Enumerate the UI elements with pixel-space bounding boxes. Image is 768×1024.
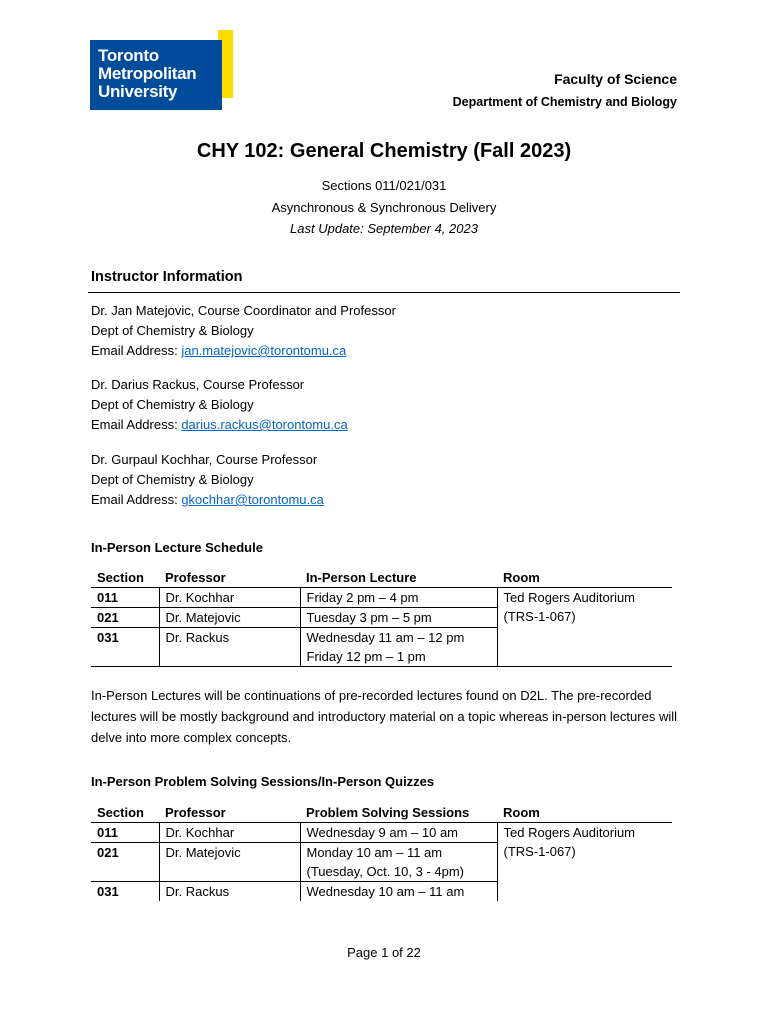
section-cell: 031 bbox=[97, 884, 119, 899]
email-link[interactable]: gkochhar@torontomu.ca bbox=[181, 492, 324, 507]
professor-cell: Dr. Matejovic bbox=[159, 608, 300, 628]
instructor-name: Dr. Gurpaul Kochhar, Course Professor bbox=[91, 452, 318, 467]
time-line: Monday 10 am – 11 am bbox=[306, 845, 443, 860]
page-title: CHY 102: General Chemistry (Fall 2023) bbox=[196, 140, 572, 162]
logo-text bbox=[98, 47, 196, 101]
instructor-name: Dr. Darius Rackus, Course Professor bbox=[91, 377, 305, 392]
section-cell: 011 bbox=[91, 823, 159, 843]
column-header: In-Person Lecture bbox=[300, 567, 497, 588]
faculty-name: Faculty of Science bbox=[554, 71, 677, 87]
email-link[interactable]: darius.rackus@torontomu.ca bbox=[181, 417, 348, 432]
column-header: Section bbox=[91, 567, 159, 588]
logo-line-3: University bbox=[98, 82, 178, 101]
time-cell bbox=[300, 823, 497, 843]
problem-sessions-table bbox=[91, 802, 672, 901]
time-cell bbox=[300, 608, 497, 628]
room-cell bbox=[497, 823, 672, 902]
professor-cell: Dr. Kochhar bbox=[159, 588, 300, 608]
table-row bbox=[91, 823, 672, 843]
table-row bbox=[91, 588, 672, 608]
professor-cell: Dr. Rackus bbox=[159, 628, 300, 667]
problem-sessions-heading: In-Person Problem Solving Sessions/In-Person Quizzes bbox=[91, 774, 435, 789]
email-link[interactable]: jan.matejovic@torontomu.ca bbox=[181, 343, 347, 358]
instructor-email-row bbox=[91, 415, 348, 435]
delivery-line: Asynchronous & Synchronous Delivery bbox=[271, 200, 497, 215]
column-header: Room bbox=[497, 567, 672, 588]
time-line: Friday 2 pm – 4 pm bbox=[306, 590, 419, 605]
section-cell: 011 bbox=[91, 588, 159, 608]
email-label: Email Address: bbox=[91, 492, 182, 507]
time-cell bbox=[300, 882, 497, 902]
column-header: Professor bbox=[159, 567, 300, 588]
time-cell bbox=[300, 588, 497, 608]
logo-line-1: Toronto bbox=[98, 46, 159, 65]
instructor-heading: Instructor Information bbox=[91, 269, 243, 285]
column-header: Professor bbox=[159, 802, 300, 823]
time-line: Wednesday 10 am – 11 am bbox=[306, 884, 465, 899]
sections-line: Sections 011/021/031 bbox=[321, 178, 447, 193]
last-update-line: Last Update: September 4, 2023 bbox=[290, 221, 478, 236]
lecture-schedule-heading: In-Person Lecture Schedule bbox=[91, 540, 263, 555]
logo-line-2: Metropolitan bbox=[98, 64, 197, 83]
professor-cell: Dr. Matejovic bbox=[159, 843, 300, 882]
instructor-email-row bbox=[91, 490, 324, 510]
instructor-block bbox=[91, 375, 348, 435]
time-line: (Tuesday, Oct. 10, 3 - 4pm) bbox=[306, 864, 464, 879]
instructor-block bbox=[91, 301, 396, 361]
instructor-block bbox=[91, 450, 324, 510]
page-number: Page 1 of 22 bbox=[347, 945, 421, 960]
instructor-email-row bbox=[91, 341, 396, 361]
heading-divider bbox=[88, 292, 680, 293]
column-header: Room bbox=[497, 802, 672, 823]
instructor-dept: Dept of Chemistry & Biology bbox=[91, 323, 254, 338]
time-cell bbox=[300, 628, 497, 667]
room-cell bbox=[497, 588, 672, 667]
professor-cell: Dr. Kochhar bbox=[159, 823, 300, 843]
time-cell bbox=[300, 843, 497, 882]
table-header-row bbox=[91, 802, 672, 823]
room-code: (TRS-1-067) bbox=[503, 844, 576, 859]
section-cell: 031 bbox=[91, 628, 159, 667]
instructor-dept: Dept of Chemistry & Biology bbox=[91, 472, 254, 487]
section-cell: 021 bbox=[91, 608, 159, 628]
room-name: Ted Rogers Auditorium bbox=[503, 825, 636, 840]
time-line: Wednesday 11 am – 12 pm bbox=[306, 630, 465, 645]
time-line: Friday 12 pm – 1 pm bbox=[306, 649, 426, 664]
column-header: Section bbox=[91, 802, 159, 823]
email-label: Email Address: bbox=[91, 343, 182, 358]
instructor-name: Dr. Jan Matejovic, Course Coordinator and Professor bbox=[91, 303, 396, 318]
instructor-dept: Dept of Chemistry & Biology bbox=[91, 397, 254, 412]
email-label: Email Address: bbox=[91, 417, 182, 432]
department-name: Department of Chemistry and Biology bbox=[452, 95, 677, 109]
lecture-description: In-Person Lectures will be continuations of pre-recorded lectures found on D2L. The pre-recorded lectures will be mostly background and introductory material on a topic whereas in-person lectures will delve into more complex concepts. bbox=[91, 688, 677, 745]
professor-cell: Dr. Rackus bbox=[159, 882, 300, 902]
room-name: Ted Rogers Auditorium bbox=[503, 590, 636, 605]
column-header: Problem Solving Sessions bbox=[300, 802, 497, 823]
lecture-schedule-table bbox=[91, 567, 672, 667]
time-line: Wednesday 9 am – 10 am bbox=[306, 825, 459, 840]
section-cell: 021 bbox=[91, 843, 159, 882]
room-code: (TRS-1-067) bbox=[503, 609, 576, 624]
time-line: Tuesday 3 pm – 5 pm bbox=[306, 610, 432, 625]
table-header-row bbox=[91, 567, 672, 588]
